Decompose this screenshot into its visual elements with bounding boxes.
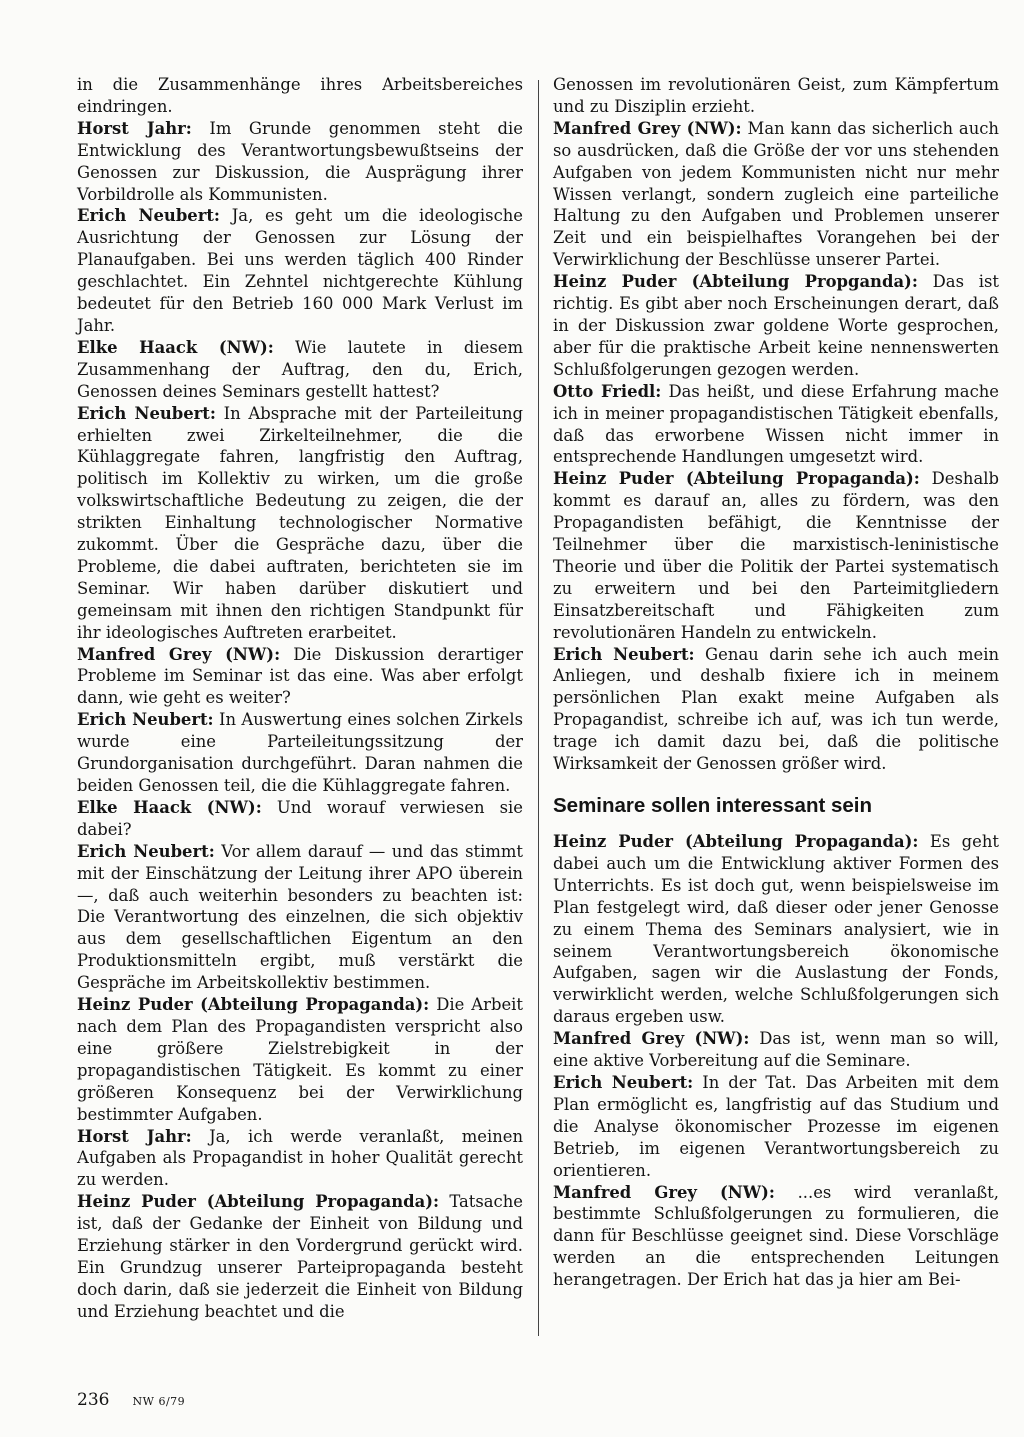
paragraph: Genossen im revolutionären Geist, zum Kämpfertum und zu Disziplin erzieht. [553, 75, 999, 116]
paragraph: Erich Neubert: Vor allem darauf — und das stimmt mit der Einschätzung der Leitung ihrer APO überein —, daß auch weiterhin besonders zu beachten ist: Die Verantwortung des einzelnen, die sich objektiv aus dem gesellschaftlichen Eigentum an den Produktionsmitteln ergibt, muß verstärkt die Gespräche im Arbeitskollektiv bestimmen. [77, 841, 524, 993]
paragraph: Heinz Puder (Abteilung Propaganda): Die Arbeit nach dem Plan des Propagandisten verspricht also eine größere Zielstrebigkeit in der propagandistischen Tätigkeit. Es kommt zu einer größeren Konsequenz bei der Verwirklichung bestimmter Aufgaben. [77, 995, 523, 1124]
speaker-name: Heinz Puder (Abteilung Propaganda): [77, 1192, 440, 1212]
paragraph: Horst Jahr: Ja, ich werde veranlaßt, meinen Aufgaben als Propagandist in hoher Qualität gerecht zu werden. [77, 1126, 524, 1190]
speaker-name: Heinz Puder (Abteilung Propaganda): [77, 995, 430, 1015]
speaker-name: Manfred Grey (NW): [553, 118, 742, 138]
paragraph: Heinz Puder (Abteilung Propaganda): Es geht dabei auch um die Entwicklung aktiver Formen des Unterrichts. Es ist doch gut, wenn beispielsweise im Plan festgelegt wird, daß dieser oder jener Genosse zu einem Thema des Seminars analysiert, wie in seinem Verantwortungsbereich ökonomische Aufgaben, sagen wir die Auslastung der Fonds, verwirklicht werden, welche Schlußfolgerungen sich daraus ergeben usw. [553, 832, 1000, 1027]
speaker-name: Erich Neubert: [553, 644, 695, 664]
paragraph: Manfred Grey (NW): Das ist, wenn man so will, eine aktive Vorbereitung auf die Seminare. [553, 1029, 999, 1071]
paragraph: in die Zusammenhänge ihres Arbeitsbereiches eindringen. [77, 75, 523, 116]
paragraph: Otto Friedl: Das heißt, und diese Erfahrung mache ich in meiner propagandistischen Tätigkeit ebenfalls, daß das erworbene Wissen nicht immer in entsprechende Handlungen umgesetzt wird. [553, 381, 1000, 467]
page-number: 236 [77, 1390, 110, 1410]
speaker-name: Horst Jahr: [77, 118, 192, 138]
speaker-name: Erich Neubert: [77, 403, 216, 423]
speaker-name: Heinz Puder (Abteilung Propaganda): [553, 832, 919, 851]
section-heading: Seminare sollen interessant sein [553, 794, 873, 817]
speaker-name: Elke Haack (NW): [77, 337, 274, 357]
speaker-name: Manfred Grey (NW): [77, 644, 281, 664]
speaker-name: Elke Haack (NW): [77, 797, 262, 817]
paragraph: Erich Neubert: Genau darin sehe ich auch mein Anliegen, und deshalb fixiere ich in meinem persönlichen Plan exakt meine Aufgaben als Propagandist, schreibe ich auf, was ich tun werde, trage ich damit dazu bei, daß die politische Wirksamkeit der Genossen größer wird. [553, 644, 1000, 774]
speaker-name: Erich Neubert: [77, 206, 220, 226]
paragraph: Heinz Puder (Abteilung Propaganda): Deshalb kommt es darauf an, alles zu fördern, was den Propagandisten befähigt, die Kenntnisse der Teilnehmer über die marxistisch-leninistische Theorie und über die Politik der Partei systematisch zu erweitern und bei den Parteimitgliedern Einsatzbereitschaft und Fähigkeiten zum revolutionären Handeln zu entwickeln. [553, 469, 999, 642]
left-column [77, 74, 523, 1323]
speaker-name: Erich Neubert: [77, 710, 214, 730]
speaker-name: Heinz Puder (Abteilung Propaganda): [553, 469, 920, 489]
paragraph: Manfred Grey (NW): Man kann das sicherlich auch so ausdrücken, daß die Größe der vor uns stehenden Aufgaben von jedem Kommunisten nicht nur mehr Wissen verlangt, sondern zugleich eine parteiliche Haltung zu den Aufgaben und Problemen unserer Zeit und ein beispielhaftes Vorangehen bei der Verwirklichung der Beschlüsse unserer Partei. [553, 118, 999, 270]
speaker-name: Erich Neubert: [553, 1072, 694, 1092]
speaker-name: Manfred Grey (NW): [553, 1182, 775, 1202]
speaker-name: Heinz Puder (Abteilung Propganda): [553, 272, 918, 292]
paragraph: Manfred Grey (NW): Die Diskussion derartiger Probleme im Seminar ist das eine. Was aber erfolgt dann, wie geht es weiter? [77, 644, 523, 708]
paragraph: Elke Haack (NW): Und worauf verwiesen sie dabei? [77, 797, 523, 839]
speaker-name: Otto Friedl: [553, 381, 662, 401]
paragraph: Elke Haack (NW): Wie lautete in diesem Zusammenhang der Auftrag, den du, Erich, Genossen deines Seminars gestellt hattest? [77, 337, 523, 401]
paragraph: Horst Jahr: Im Grunde genommen steht die Entwicklung des Verantwortungsbewußtseins der Genossen zur Diskussion, die Ausprägung ihrer Vorbildrolle als Kommunisten. [77, 118, 523, 204]
speaker-name: Erich Neubert: [77, 841, 215, 861]
paragraph: Manfred Grey (NW): ...es wird veranlaßt, bestimmte Schlußfolgerungen zu formulieren, die dann für Beschlüsse geeignet sind. Diese Vorschläge werden an die entsprechenden Leitungen herangetragen. Der Erich hat das ja hier am Bei- [553, 1182, 999, 1290]
column-divider [538, 80, 539, 1336]
page-footer [77, 1390, 185, 1410]
right-column [553, 74, 999, 1291]
paragraph: Erich Neubert: In Auswertung eines solchen Zirkels wurde eine Parteileitungssitzung der Grundorganisation durchgeführt. Daran nahmen die beiden Genossen teil, die die Kühlaggregate fahren. [77, 710, 523, 795]
paragraph: Heinz Puder (Abteilung Propganda): Das ist richtig. Es gibt aber noch Erscheinungen derart, daß in der Diskussion zwar goldene Worte gesprochen, aber für die praktische Arbeit keine nennenswerten Schlußfolgerungen gezogen werden. [553, 272, 999, 379]
speaker-name: Manfred Grey (NW): [553, 1029, 750, 1049]
publication-issue: NW 6/79 [132, 1395, 186, 1408]
speaker-name: Horst Jahr: [77, 1126, 192, 1146]
paragraph: Erich Neubert: In Absprache mit der Parteileitung erhielten zwei Zirkelteilnehmer, die die Kühlaggregate fahren, langfristig den Auftrag, politisch im Kollektiv zu wirken, um die große volkswirtschaftliche Bedeutung zu zeigen, die der strikten Einhaltung technologischer Normative zukommt. Über die Gespräche dazu, über die Probleme, die dabei auftraten, berichteten sie im Seminar. Wir haben darüber diskutiert und gemeinsam mit ihnen den richtigen Standpunkt für ihr ideologisches Auftreten erarbeitet. [77, 403, 523, 642]
paragraph: Heinz Puder (Abteilung Propaganda): Tatsache ist, daß der Gedanke der Einheit von Bildung und Erziehung stärker in den Vordergrund gerückt wird. Ein Grundzug unserer Parteipropaganda besteht doch darin, daß sie jederzeit die Einheit von Bildung und Erziehung beachtet und die [77, 1192, 523, 1321]
paragraph: Erich Neubert: Ja, es geht um die ideologische Ausrichtung der Genossen zur Lösung der Planaufgaben. Bei uns werden täglich 400 Rinder geschlachtet. Ein Zehntel nichtgerechte Kühlung bedeutet für den Betrieb 160 000 Mark Verlust im Jahr. [77, 206, 524, 335]
paragraph: Erich Neubert: In der Tat. Das Arbeiten mit dem Plan ermöglicht es, langfristig auf das Studium und die Analyse ökonomischer Prozesse im eigenen Betrieb, im eigenen Verantwortungsbereich zu orientieren. [553, 1072, 999, 1180]
